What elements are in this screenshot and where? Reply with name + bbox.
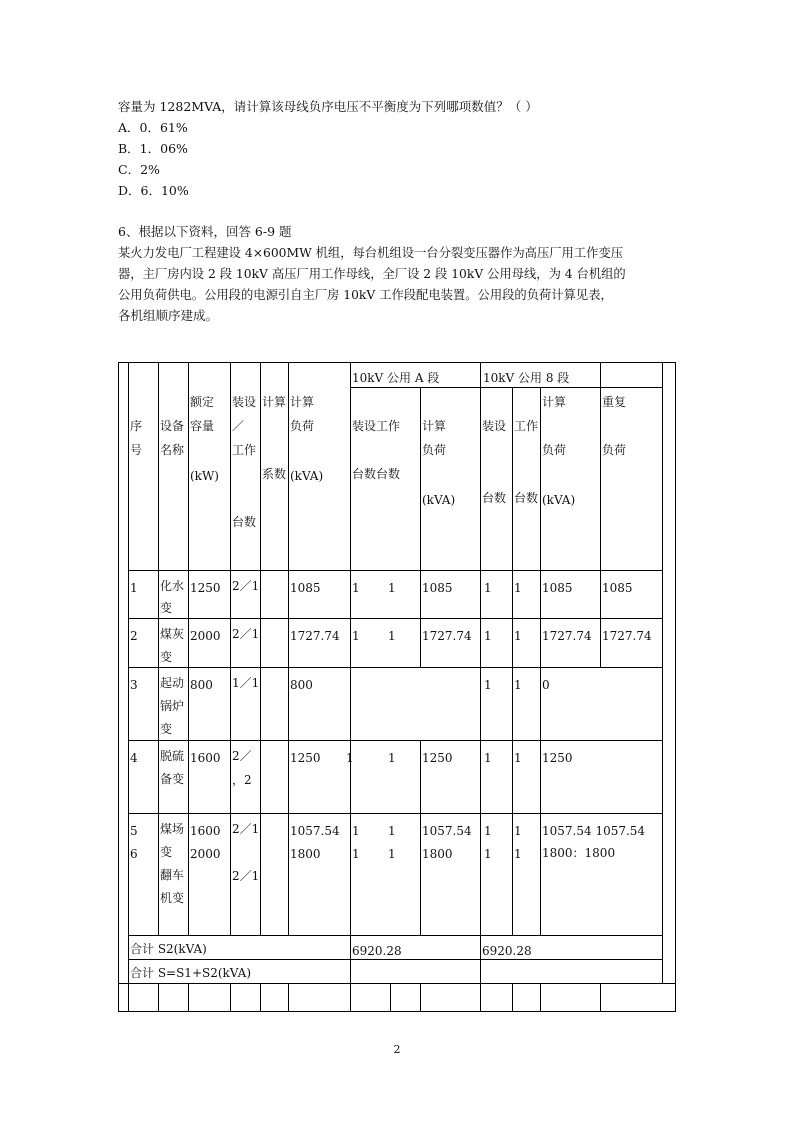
row-name: 煤场: [160, 822, 185, 836]
row-install: 2／1: [232, 869, 260, 883]
row-b-load: 1727.74: [542, 629, 592, 643]
row-repeat: 1727.74: [602, 629, 652, 643]
table-rule: [512, 387, 513, 936]
question-text: 容量为 1282MVA，请计算该母线负序电压不平衡度为下列哪项数值？（ ）: [118, 99, 538, 114]
table-rule: [128, 959, 663, 960]
header-name: 设备: [160, 419, 185, 433]
header-rated: 额定: [190, 395, 215, 409]
table-rule: [420, 983, 421, 1012]
table-rule: [420, 740, 421, 936]
header-name: 名称: [160, 443, 185, 457]
paragraph-line: 各机组顺序建成。: [118, 308, 219, 323]
row-name: 脱硫: [160, 749, 185, 763]
row-a-install: 1: [352, 581, 360, 595]
table-rule: [540, 983, 541, 1012]
table-rule: [128, 570, 663, 571]
header-a-install: 装设工作: [352, 419, 401, 433]
row-rated: 1600: [190, 751, 221, 765]
row-b-install: 1: [484, 751, 492, 765]
table-rule: [350, 387, 663, 388]
row-name: 机变: [160, 891, 185, 905]
page-number: 2: [393, 1043, 401, 1056]
table-rule: [420, 387, 421, 667]
row-b-load: 1057.54 1057.54: [542, 824, 646, 838]
group-a-header: 10kV 公用 A 段: [352, 371, 440, 385]
row-install: 2／1: [232, 822, 260, 836]
header-install: ／: [232, 419, 245, 433]
row-rated: 800: [190, 678, 213, 692]
table-rule: [390, 983, 391, 1012]
row-b-load: 0: [542, 678, 550, 692]
header-load: (kVA): [290, 469, 324, 483]
table-rule: [158, 362, 159, 936]
total-s2-a: 6920.28: [352, 944, 402, 958]
table-rule: [128, 618, 663, 619]
row-b-work: 1: [514, 678, 522, 692]
row-name: 起动: [160, 676, 185, 690]
header-b-load: 计算: [542, 395, 567, 409]
table-rule: [288, 983, 289, 1012]
table-rule: [188, 983, 189, 1012]
table-rule: [118, 983, 676, 984]
table-rule: [288, 362, 289, 936]
row-b-install: 1: [484, 629, 492, 643]
row-load: 1057.54: [290, 824, 340, 838]
row-install: 2／: [232, 749, 252, 763]
table-border: [118, 362, 676, 363]
row-rated: 1250: [190, 581, 221, 595]
table-rule: [128, 935, 663, 936]
row-name: 翻车: [160, 868, 185, 882]
row-load: 1800: [290, 847, 321, 861]
table-row: 1: [130, 581, 138, 595]
row-load: 1727.74: [290, 629, 340, 643]
table-rule: [512, 983, 513, 1012]
row-load: 1085: [290, 581, 321, 595]
row-name: 变: [160, 601, 173, 615]
header-b-load: (kVA): [542, 493, 576, 507]
row-b-install: 1: [484, 847, 492, 861]
row-a-install: 1: [352, 824, 360, 838]
table-rule: [230, 983, 231, 1012]
header-repeat: 负荷: [602, 443, 627, 457]
total-s2-label: 合计 S2(kVA): [130, 942, 207, 956]
header-rated: 容量: [190, 419, 215, 433]
row-b-install: 1: [484, 581, 492, 595]
header-install: 装设: [232, 395, 257, 409]
row-a-install: 1: [352, 847, 360, 861]
row-a-install: 1: [352, 629, 360, 643]
header-seq: 序: [130, 419, 143, 433]
row-install: 1／1: [232, 676, 260, 690]
option-a: A．0．61%: [118, 120, 188, 135]
row-name: 变: [160, 722, 173, 736]
table-rule: [350, 362, 351, 1012]
total-s2-b: 6920.28: [482, 944, 532, 958]
row-a-load: 1727.74: [422, 629, 472, 643]
row-b-load: 1085: [542, 581, 573, 595]
row-a-load: 1800: [422, 847, 453, 861]
row-install: 2／1: [232, 579, 260, 593]
row-name: 备变: [160, 772, 185, 786]
table-rule: [188, 362, 189, 936]
row-rated: 2000: [190, 629, 221, 643]
table-rule: [128, 667, 663, 668]
header-coef: 系数: [262, 467, 287, 481]
header-seq: 号: [130, 443, 143, 457]
table-row: 3: [130, 678, 138, 692]
option-c: C．2%: [118, 162, 160, 177]
table-row: 5: [130, 824, 138, 838]
header-b-work: 工作: [514, 419, 539, 433]
header-repeat: 重复: [602, 395, 627, 409]
group-b-header: 10kV 公用 8 段: [483, 371, 570, 385]
header-a-units: 台数台数: [352, 467, 401, 481]
table-rule: [540, 387, 541, 936]
table-rule: [128, 813, 663, 814]
row-name: 锅炉: [160, 699, 185, 713]
row-a-load: 1057.54: [422, 824, 472, 838]
paragraph-line: 器，主厂房内设 2 段 10kV 高压厂用工作母线，全厂设 2 段 10kV 公用母线，为 4 台机组的: [118, 267, 626, 281]
table-rule: [662, 362, 663, 984]
header-coef: 计算: [262, 395, 287, 409]
row-rated: 2000: [190, 847, 221, 861]
table-rule: [230, 362, 231, 936]
header-b-units: 台数: [514, 491, 539, 505]
table-rule: [128, 362, 129, 1012]
header-install: 工作: [232, 443, 257, 457]
total-s-label: 合计 S=S1+S2(kVA): [130, 966, 252, 980]
table-rule: [600, 983, 601, 1012]
header-a-load: (kVA): [422, 493, 456, 507]
header-load: 负荷: [290, 419, 315, 433]
table-row: 4: [130, 751, 138, 765]
option-d: D．6．10%: [118, 183, 189, 198]
row-name: 化水: [160, 579, 185, 593]
row-a-work: 1: [388, 824, 396, 838]
row-repeat: 1085: [602, 581, 633, 595]
row-name: 变: [160, 845, 173, 859]
table-border: [118, 1011, 676, 1012]
header-a-load: 负荷: [422, 443, 447, 457]
header-a-load: 计算: [422, 419, 447, 433]
row-b-work: 1: [514, 629, 522, 643]
row-a-load: 1250: [422, 751, 453, 765]
row-a-load: 1085: [422, 581, 453, 595]
header-install: 台数: [232, 515, 257, 529]
table-rule: [480, 362, 481, 1012]
table-row: 2: [130, 629, 138, 643]
header-b-install: 装设: [482, 419, 507, 433]
row-a-work: 1: [388, 751, 396, 765]
header-b-load: 负荷: [542, 443, 567, 457]
header-load: 计算: [290, 395, 315, 409]
row-b-work: 1: [514, 751, 522, 765]
row-name: 煤灰: [160, 627, 185, 641]
header-rated: (kW): [190, 469, 219, 483]
row-name: 变: [160, 650, 173, 664]
paragraph-line: 公用负荷供电。公用段的电源引自主厂房 10kV 工作段配电装置。公用段的负荷计算见表，: [118, 288, 613, 302]
row-a-work: 1: [388, 629, 396, 643]
table-rule: [260, 362, 261, 936]
row-b-install: 1: [484, 824, 492, 838]
row-b-install: 1: [484, 678, 492, 692]
table-border: [675, 362, 676, 1012]
row-a-work: 1: [388, 581, 396, 595]
row-install: 2／1: [232, 627, 260, 641]
row-b-load: 1250: [542, 751, 573, 765]
row-load: 1250: [290, 751, 321, 765]
paragraph-line: 某火力发电厂工程建设 4×600MW 机组，每台机组设一台分裂变压器作为高压厂用工作变压: [118, 246, 624, 260]
row-b-work: 1: [514, 581, 522, 595]
row-b-work: 1: [514, 847, 522, 861]
header-b-units: 台数: [482, 491, 507, 505]
row-a-install: 1: [346, 751, 354, 765]
table-row: 6: [130, 847, 138, 861]
row-install: ，2: [232, 773, 252, 787]
row-b-work: 1: [514, 824, 522, 838]
table-rule: [158, 983, 159, 1012]
section-title: 6、根据以下资料，回答 6-9 题: [118, 224, 292, 239]
table-rule: [128, 740, 663, 741]
row-b-load: 1800：1800: [542, 846, 616, 860]
table-rule: [600, 362, 601, 668]
table-border: [118, 362, 119, 1012]
row-rated: 1600: [190, 824, 221, 838]
table-rule: [260, 983, 261, 1012]
option-b: B．1．06%: [118, 141, 188, 156]
row-load: 800: [290, 678, 313, 692]
row-a-work: 1: [388, 847, 396, 861]
